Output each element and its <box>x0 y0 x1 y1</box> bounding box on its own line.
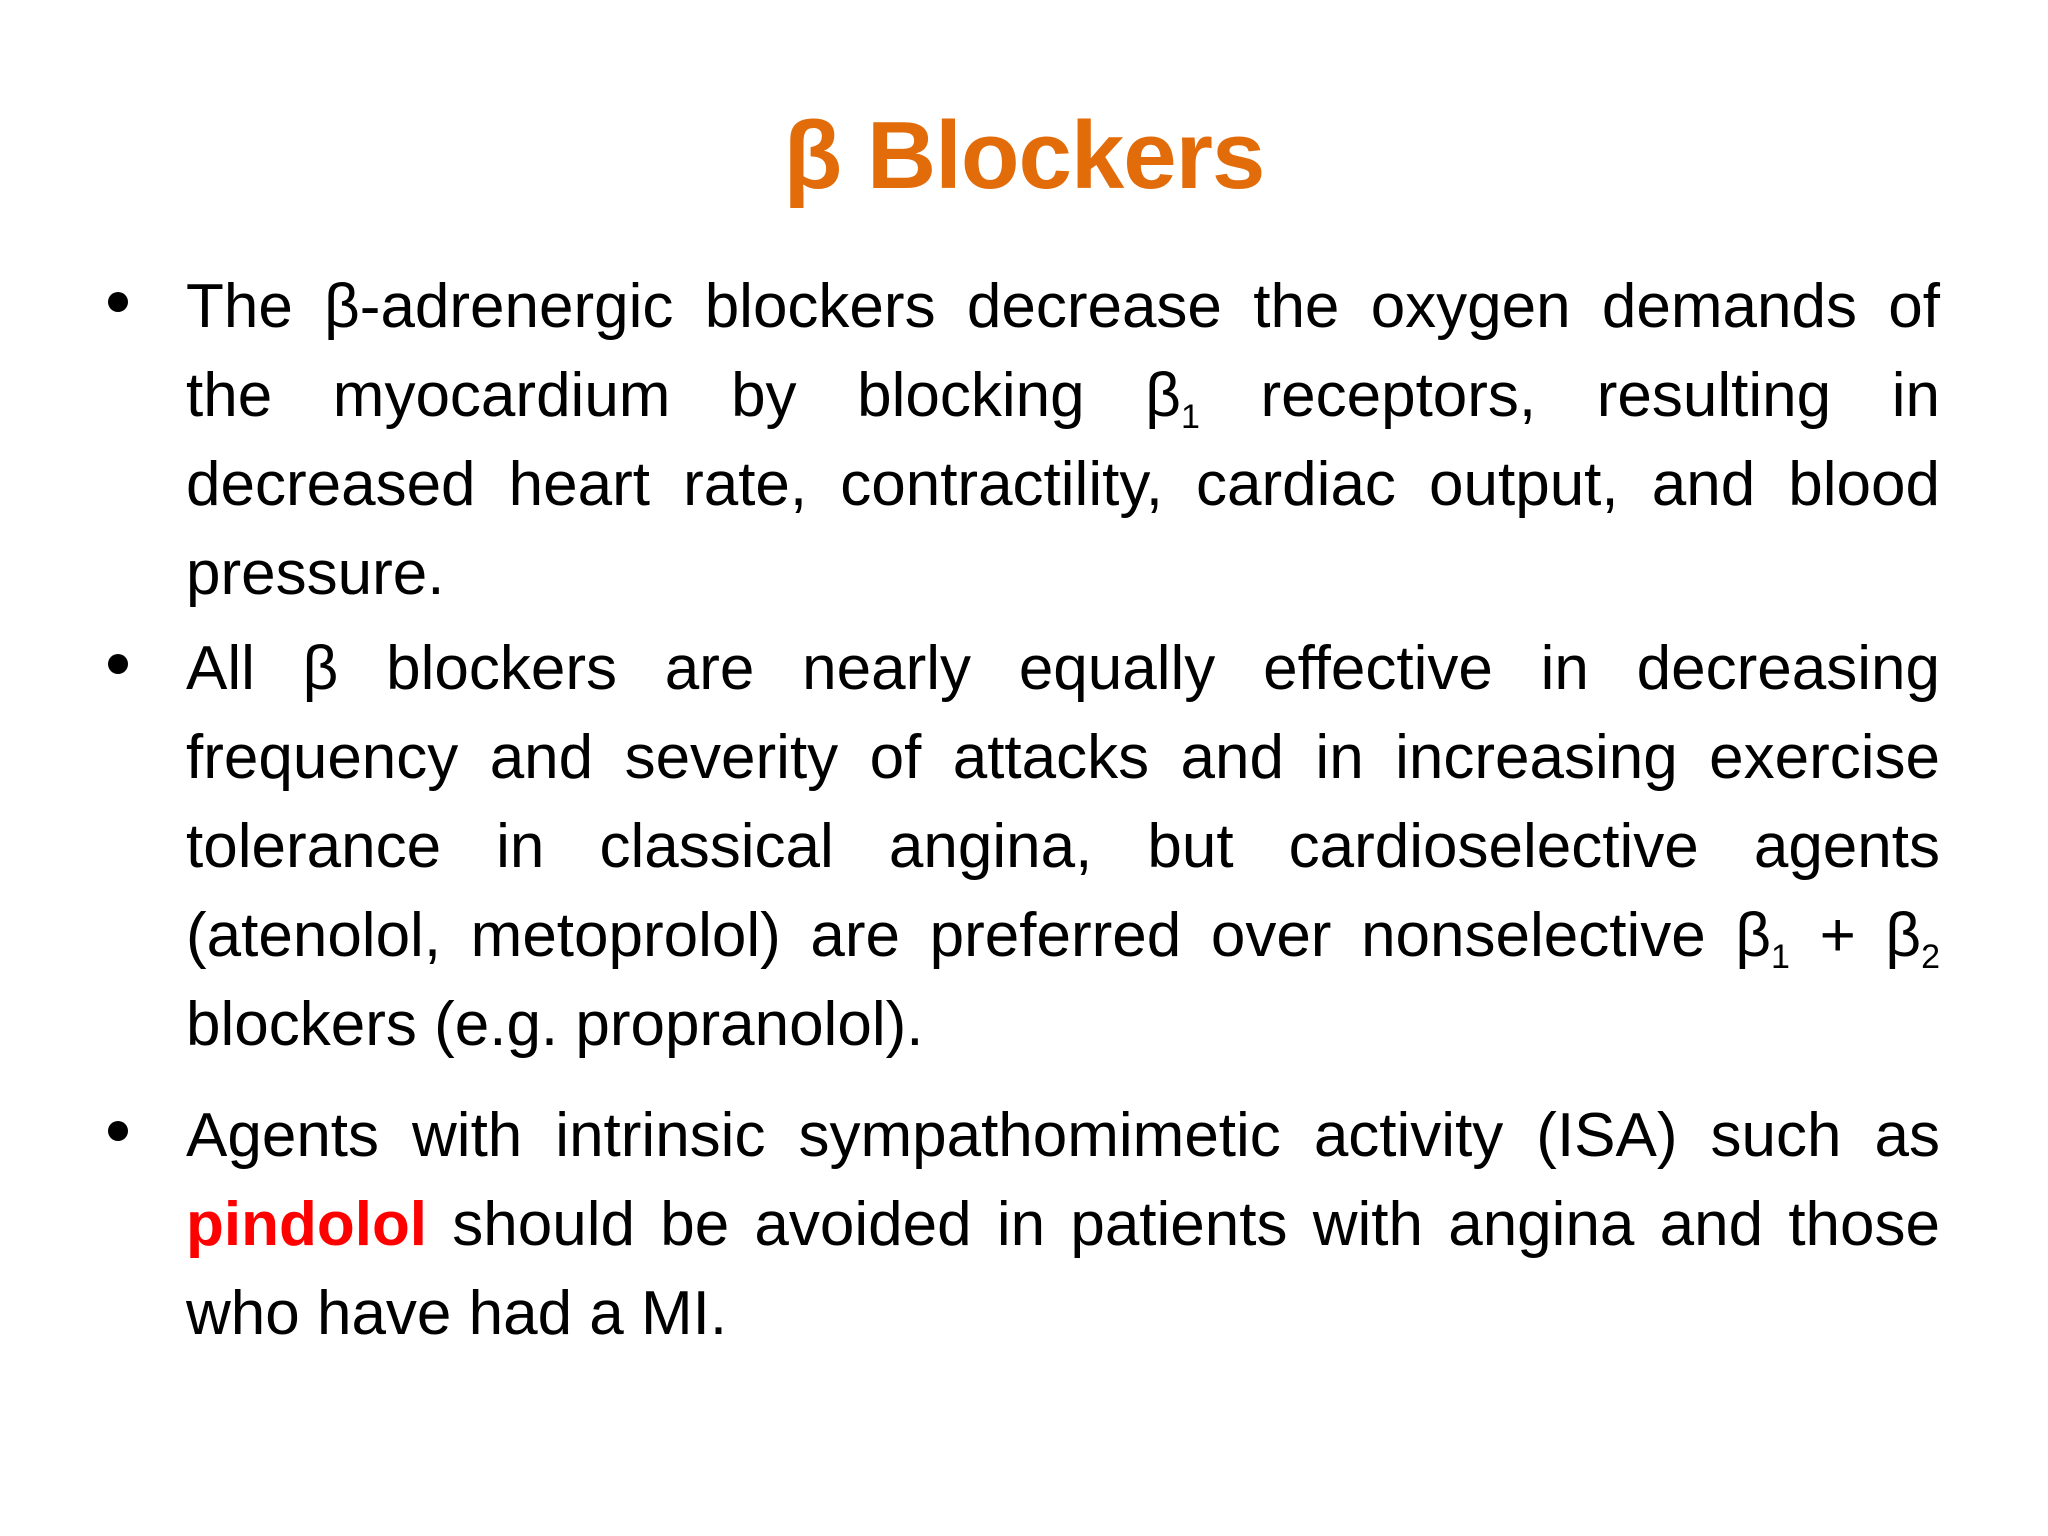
subscript: 1 <box>1180 398 1200 436</box>
bullet-dot-icon <box>108 292 128 312</box>
bullet-dot-icon <box>108 1121 128 1141</box>
bullet-text: receptors, resulting in decreased heart rate, contractility, cardiac output, and blood pressure. <box>186 361 1940 608</box>
subscript: 2 <box>1921 938 1940 976</box>
bullet-list <box>100 262 1940 1358</box>
bullet-text: + β <box>1789 901 1922 970</box>
bullet-text: blockers (e.g. propranolol). <box>186 990 924 1059</box>
bullet-item-2 <box>100 624 1940 1069</box>
bullet-item-3 <box>100 1091 1940 1358</box>
bullet-text: should be avoided in patients with angina and those who have had a MI. <box>186 1190 1940 1348</box>
bullet-dot-icon <box>108 654 128 674</box>
bullet-item-1 <box>100 262 1940 618</box>
bullet-text: Agents with intrinsic sympathomimetic activity (ISA) such as <box>186 1101 1940 1170</box>
bullet-text: The β-adrenergic blockers decrease the oxygen demands of the myocardium by blocking β <box>186 272 1940 430</box>
subscript: 1 <box>1771 938 1790 976</box>
highlighted-drug-name: pindolol <box>186 1190 428 1259</box>
slide-title: β Blockers <box>783 102 1265 209</box>
bullet-text: All β blockers are nearly equally effective in decreasing frequency and severity of attacks and in increasing exercise tolerance in classical angina, but cardioselective agents (atenolol, metoprolol) are preferred over nonselective β <box>186 634 1940 970</box>
